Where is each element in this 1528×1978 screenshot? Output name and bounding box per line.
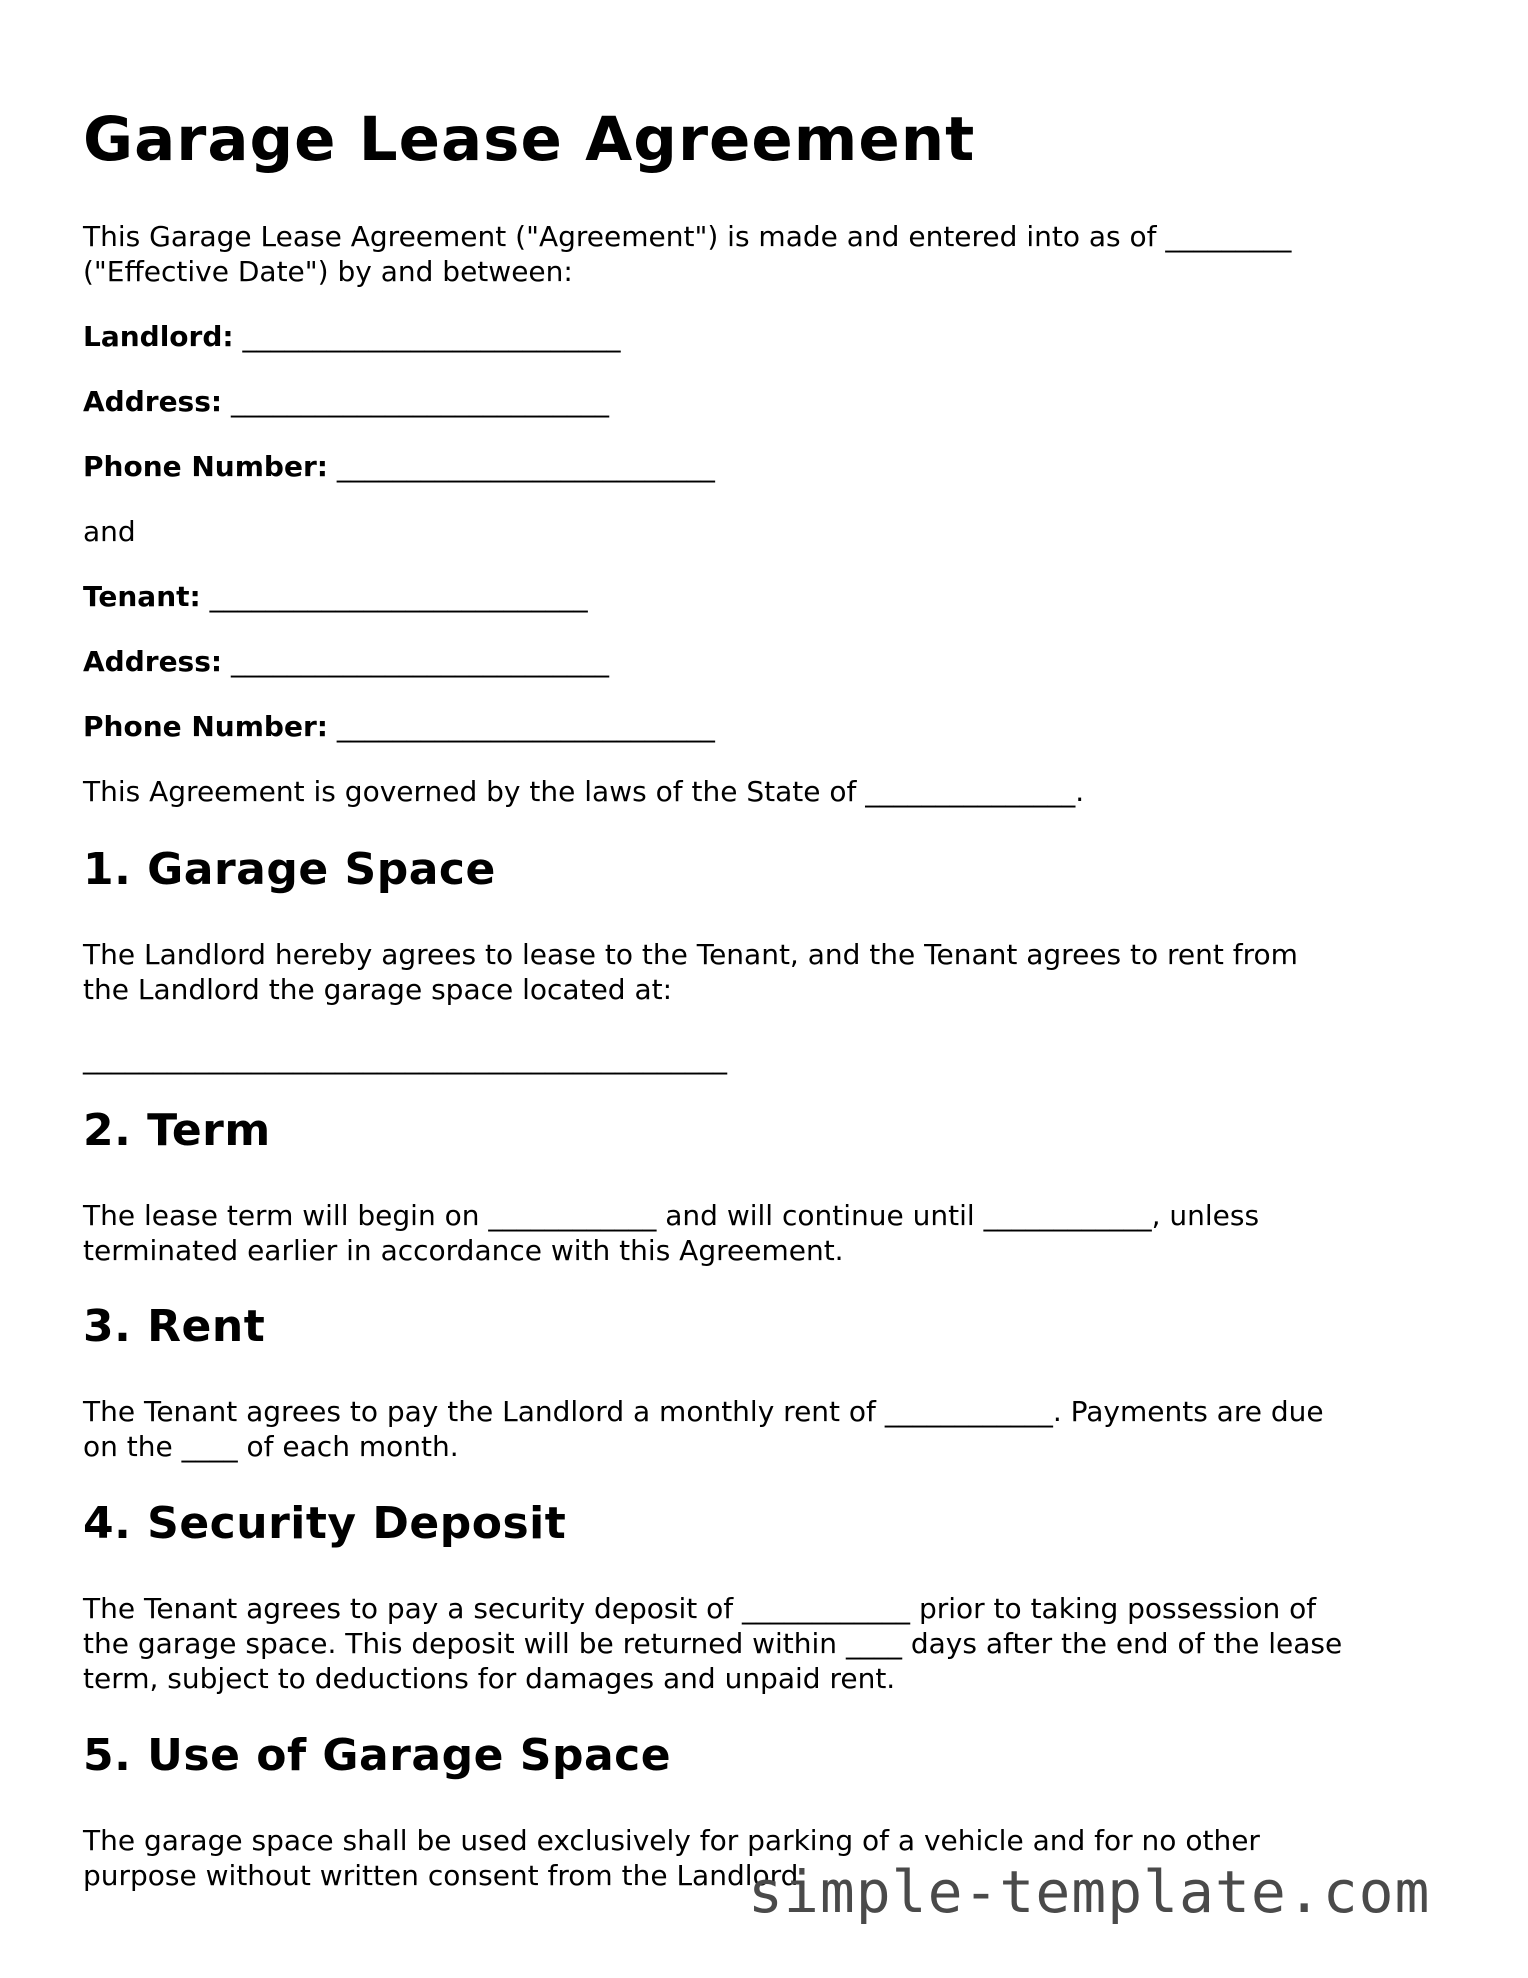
garage-location-blank: ______________________________________________: [83, 1042, 727, 1075]
section-body-rent: The Tenant agrees to pay the Landlord a monthly rent of ____________. Payments are due on the ____ of each month.: [83, 1395, 1324, 1463]
tenant-name-label: Tenant:: [83, 580, 201, 613]
section-heading-garage-space: 1. Garage Space: [83, 844, 496, 895]
landlord-name-blank: ___________________________: [242, 320, 621, 353]
section-heading-use-of-garage: 5. Use of Garage Space: [83, 1730, 672, 1781]
landlord-address-field: [83, 384, 609, 419]
landlord-phone-field: [83, 449, 715, 484]
watermark: simple-template.com: [748, 1858, 1431, 1926]
landlord-name-field: [83, 319, 621, 354]
tenant-address-blank: ___________________________: [231, 645, 609, 678]
governing-law-paragraph: This Agreement is governed by the laws of the State of _______________.: [83, 775, 1085, 808]
document-title: Garage Lease Agreement: [83, 104, 976, 175]
landlord-phone-label: Phone Number:: [83, 450, 328, 483]
tenant-phone-label: Phone Number:: [83, 710, 328, 743]
tenant-address-label: Address:: [83, 645, 223, 678]
section-heading-term: 2. Term: [83, 1105, 271, 1156]
section-body-use-of-garage: The garage space shall be used exclusively for parking of a vehicle and for no other purpose without written consent from the Landlord.: [83, 1824, 1260, 1892]
section-body-term: The lease term will begin on ____________ and will continue until ____________, unless terminated earlier in accordance with this Agreement.: [83, 1199, 1260, 1267]
tenant-name-blank: ___________________________: [209, 580, 588, 613]
tenant-phone-field: [83, 709, 715, 744]
landlord-address-blank: ___________________________: [231, 385, 609, 418]
section-body-security-deposit: The Tenant agrees to pay a security deposit of ____________ prior to taking possession of the garage space. This deposit will be returned within ____ days after the end of the lease term, subject to deductions for damages and unpaid rent.: [83, 1592, 1343, 1695]
intro-paragraph: This Garage Lease Agreement ("Agreement") is made and entered into as of _________ ("Effective Date") by and between:: [83, 220, 1292, 288]
landlord-name-label: Landlord:: [83, 320, 234, 353]
and-text: and: [83, 515, 136, 548]
tenant-address-field: [83, 644, 609, 679]
tenant-phone-blank: ___________________________: [336, 710, 715, 743]
section-heading-security-deposit: 4. Security Deposit: [83, 1498, 567, 1549]
section-heading-rent: 3. Rent: [83, 1301, 266, 1352]
tenant-name-field: [83, 579, 588, 614]
landlord-phone-blank: ___________________________: [336, 450, 715, 483]
landlord-address-label: Address:: [83, 385, 223, 418]
section-body-garage-space: The Landlord hereby agrees to lease to the Tenant, and the Tenant agrees to rent from the Landlord the garage space located at:: [83, 938, 1298, 1006]
